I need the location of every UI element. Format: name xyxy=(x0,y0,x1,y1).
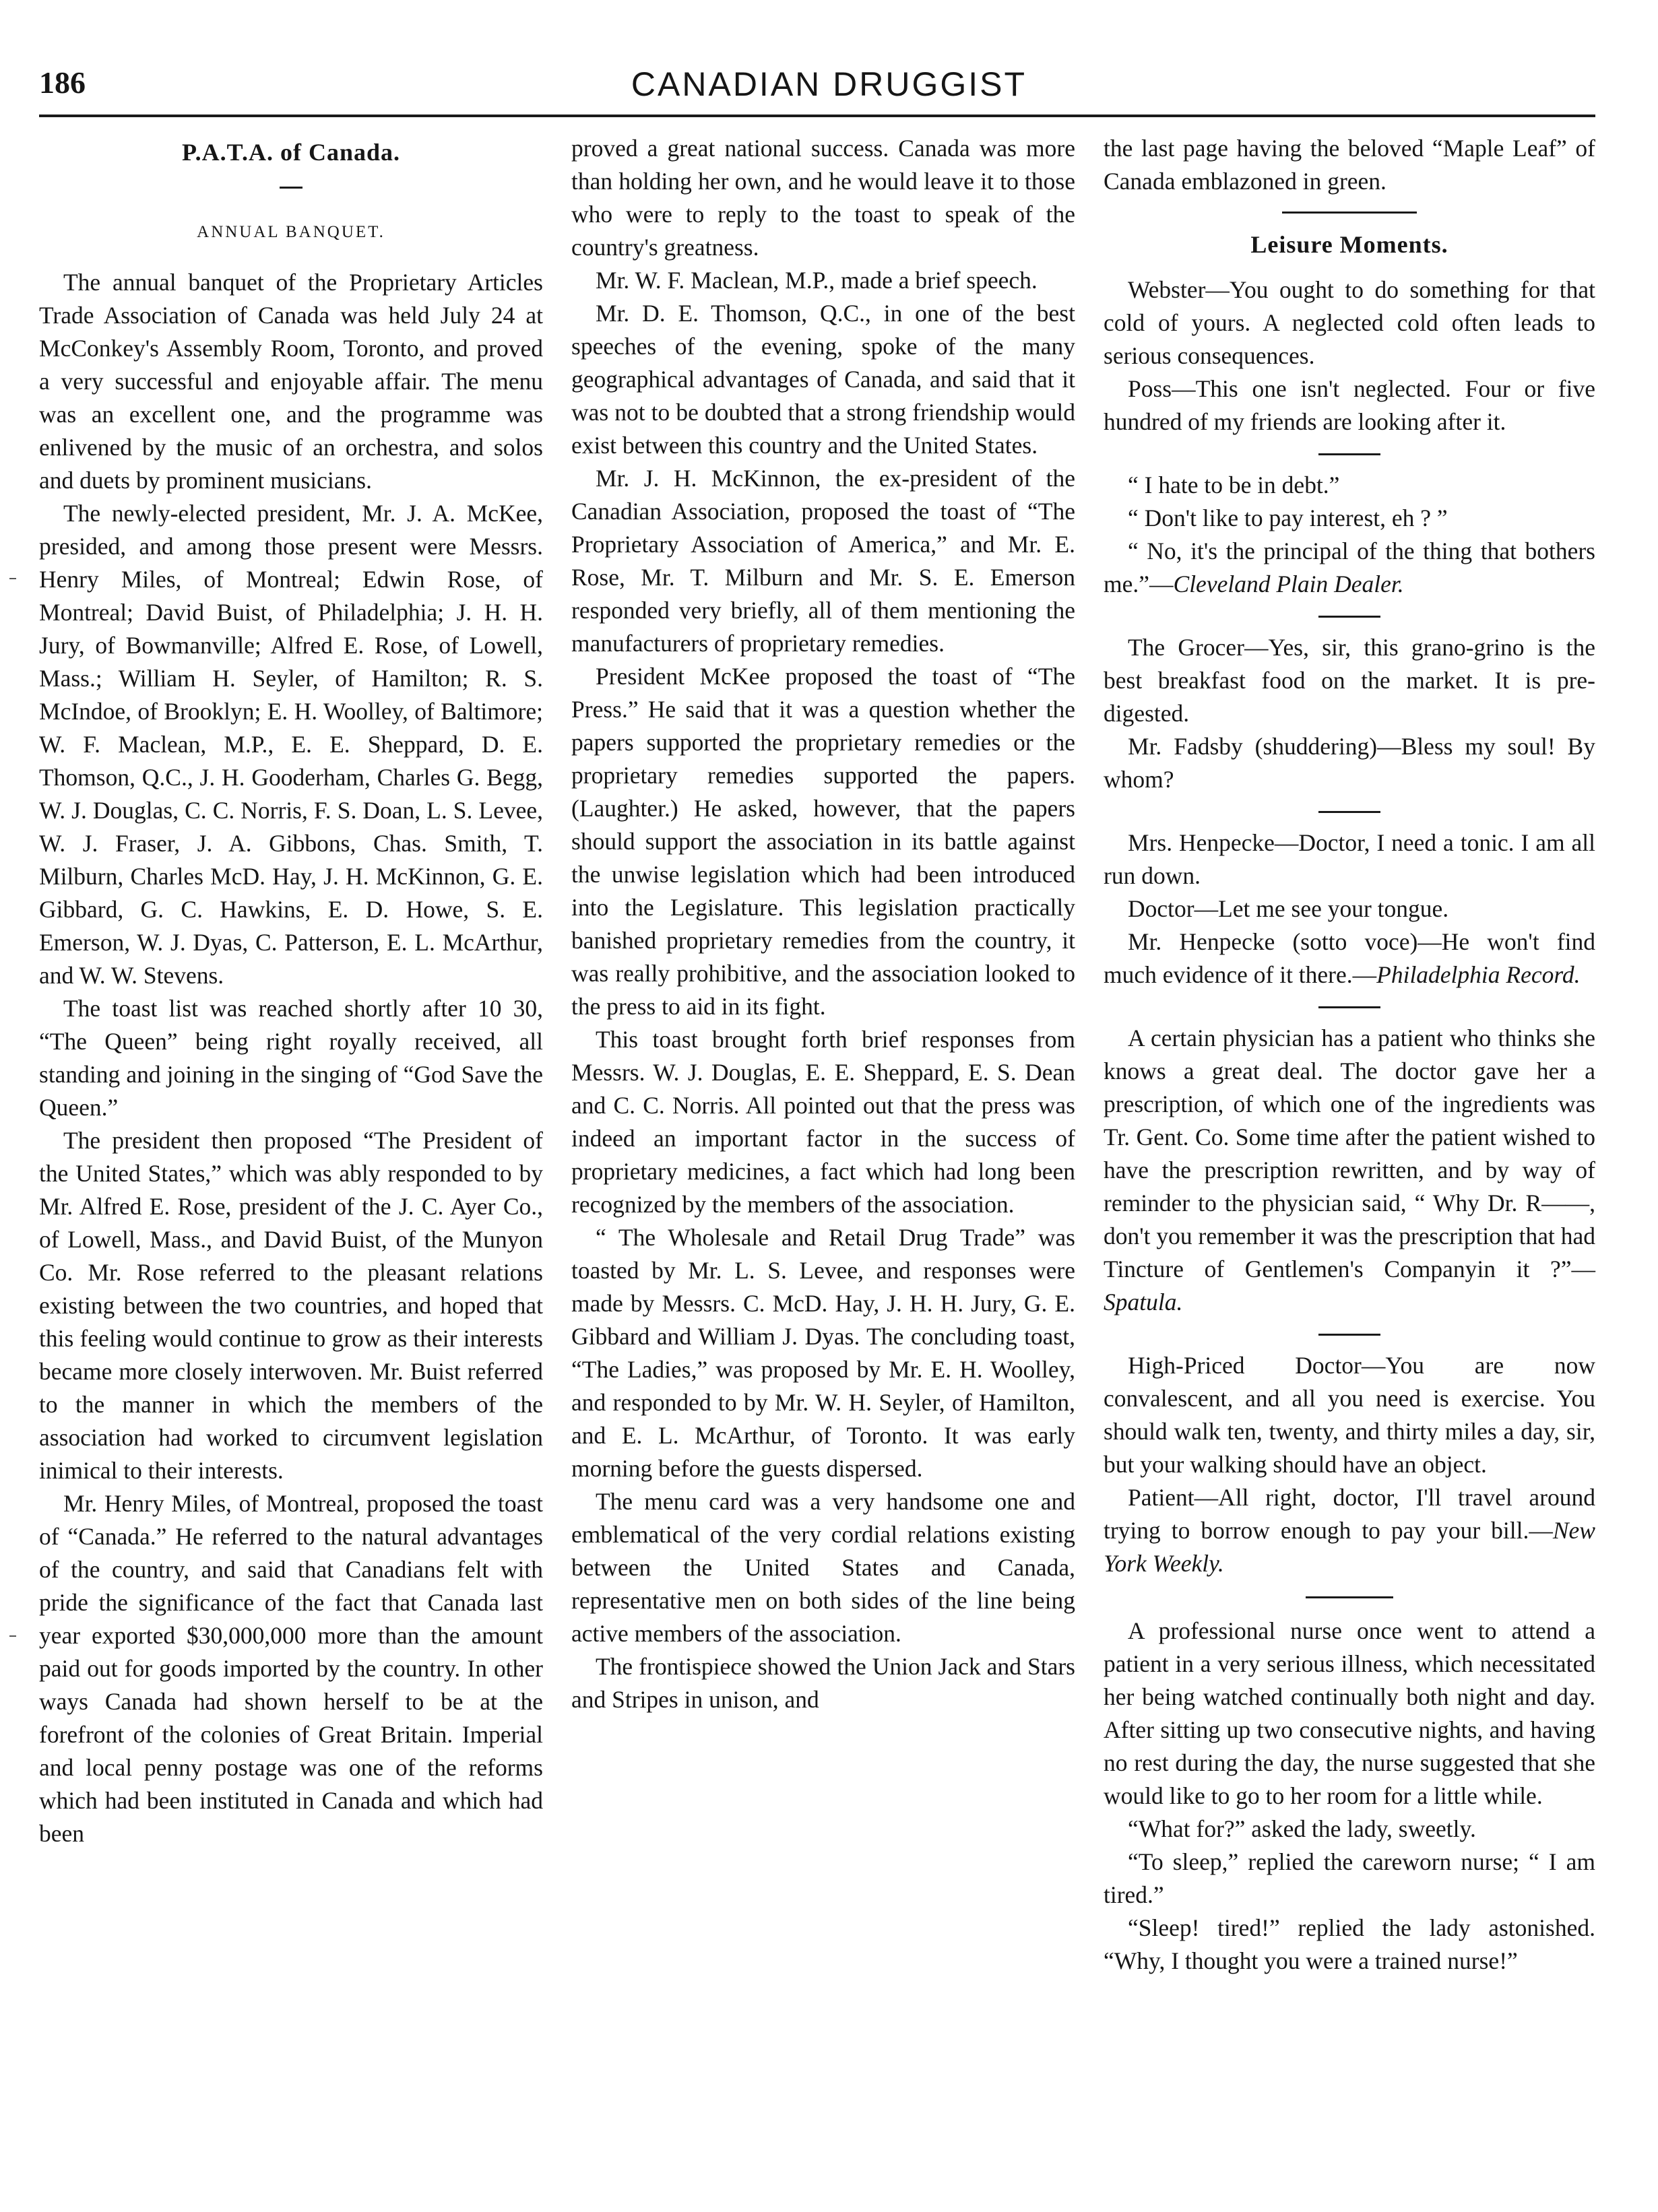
joke-separator xyxy=(1318,453,1380,455)
article-paragraph: The frontispiece showed the Union Jack and Stars and Stripes in unison, and xyxy=(571,1653,1075,1713)
joke-line: “Sleep! tired!” replied the lady astonished. “Why, I thought you were a trained nurse!” xyxy=(1104,1914,1595,1974)
article-paragraph: Mr. Henry Miles, of Montreal, proposed the toast of “Canada.” He referred to the natural advantages of the country, and said that Canadians felt with pride the significance of the fact that Canada last year exported $30,000,000 more than the amount paid out for goods imported by the country. In other ways Canada had shown herself to be at the forefront of the colonies of Great Britain. Imperial and local penny postage was one of the reforms which had been instituted in Canada and which had been xyxy=(39,1490,543,1847)
joke-line: Doctor—Let me see your tongue. xyxy=(1128,895,1449,922)
joke-item xyxy=(1104,1349,1595,1580)
joke-line: “ Don't like to pay interest, eh ? ” xyxy=(1128,505,1448,531)
joke-line xyxy=(1104,1022,1595,1319)
section-rule xyxy=(1282,212,1417,214)
joke-item xyxy=(1104,273,1595,438)
article-paragraph: This toast brought forth brief responses from Messrs. W. J. Douglas, E. E. Sheppard, E. S. Dean and C. C. Norris. All pointed out that the press was indeed an important factor in the success of proprietary medicines, a fact which had long been recognized by the members of the association. xyxy=(571,1026,1075,1218)
joke-separator xyxy=(1318,1006,1380,1008)
joke-source: Cleveland Plain Dealer. xyxy=(1173,571,1404,597)
joke-line: A professional nurse once went to attend a patient in a very serious illness, which necessitated her being watched continually both night and day. After sitting up two consecutive nights, and having no rest during the day, the nurse suggested that she would like to go to her room for a little while. xyxy=(1104,1617,1595,1809)
column-1 xyxy=(39,132,543,1850)
joke-text: A certain physician has a patient who thinks she knows a great deal. The doctor gave her a prescription, of which one of the ingredients was Tr. Gent. Co. Some time after the patient wished to have the prescription rewritten, and by way of reminder to the physician said, “ Why Dr. R——, don't you remember it was the prescription that had Tincture of Gentlemen's Companyin it ?”— xyxy=(1104,1024,1596,1282)
margin-mark xyxy=(9,1635,16,1637)
joke-item xyxy=(1104,1615,1595,1978)
joke-source: Spatula. xyxy=(1104,1289,1183,1315)
joke-text: Mr. Henpecke (sotto voce)—He won't find much evidence of it there.— xyxy=(1104,928,1595,988)
title-dash xyxy=(280,187,302,189)
joke-line xyxy=(1104,925,1595,991)
article-paragraph: The newly-elected president, Mr. J. A. McKee, presided, and among those present were Messrs. Henry Miles, of Montreal; Edwin Rose, of Montreal; David Buist, of Philadelphia; J. H. H. Jury, of Bowmanville; Alfred E. Rose, of Lowell, Mass.; William H. Seyler, of Hamilton; R. S. McIndoe, of Brooklyn; E. H. Woolley, of Baltimore; W. F. Maclean, M.P., E. E. Sheppard, D. E. Thomson, Q.C., J. H. Gooderham, Charles G. Begg, W. J. Douglas, C. C. Norris, F. S. Doan, L. S. Levee, W. J. Fraser, J. A. Gibbons, Chas. Smith, T. Milburn, Charles McD. Hay, J. H. McKinnon, G. E. Gibbard, G. C. Hawkins, E. D. Howe, S. E. Emerson, W. J. Dyas, C. Patterson, E. L. McArthur, and W. W. Stevens. xyxy=(39,500,543,989)
article-paragraph: President McKee proposed the toast of “The Press.” He said that it was a question whether the papers supported the proprietary remedies or the proprietary remedies supported the papers. (Laughter.) He asked, however, that the papers should support the association in its battle against the unwise legislation which had been introduced into the Legislature. This legislation practically banished proprietary remedies from the country, it was really prohibitive, and the association looked to the press to aid in its fight. xyxy=(571,663,1075,1020)
joke-line: “What for?” asked the lady, sweetly. xyxy=(1128,1815,1476,1842)
joke-separator xyxy=(1318,1334,1380,1336)
page-number: 186 xyxy=(39,65,86,100)
leisure-title: Leisure Moments. xyxy=(1250,231,1448,258)
joke-line xyxy=(1104,535,1595,601)
joke-item xyxy=(1104,631,1595,796)
joke-separator xyxy=(1306,1596,1393,1598)
article-paragraph: The president then proposed “The President of the United States,” which was ably responded to by Mr. Alfred E. Rose, president of the J. C. Ayer Co., of Lowell, Mass., and David Buist, of the Munyon Co. Mr. Rose referred to the pleasant relations existing between the two countries, and hoped that this feeling would continue to grow as their interests became more closely interwoven. Mr. Buist referred to the manner in which the members of the association had worked to circumvent legislation inimical to their interests. xyxy=(39,1127,543,1484)
joke-line: “ I hate to be in debt.” xyxy=(1128,471,1340,498)
article-paragraph: “ The Wholesale and Retail Drug Trade” was toasted by Mr. L. S. Levee, and responses were made by Messrs. C. McD. Hay, J. H. H. Jury, G. E. Gibbard and William J. Dyas. The concluding toast, “The Ladies,” was proposed by Mr. E. H. Woolley, and responded to by Mr. W. H. Seyler, of Hamilton, and E. L. McArthur, of Toronto. It was early morning before the guests dispersed. xyxy=(571,1224,1075,1482)
article-paragraph-continued: proved a great national success. Canada was more than holding her own, and he would leave it to those who were to reply to the toast to speak of the country's greatness. xyxy=(571,135,1075,261)
joke-source: Philadelphia Record. xyxy=(1376,961,1581,988)
joke-line: Poss—This one isn't neglected. Four or five hundred of my friends are looking after it. xyxy=(1104,375,1595,435)
joke-text: “ No, it's the principal of the thing that bothers me.”— xyxy=(1104,538,1595,597)
joke-line: Webster—You ought to do something for that cold of yours. A neglected cold often leads to serious consequences. xyxy=(1104,276,1595,369)
joke-line: High-Priced Doctor—You are now convalescent, and all you need is exercise. You should walk ten, twenty, and thirty miles a day, sir, but your walking should have an object. xyxy=(1104,1352,1595,1478)
joke-source: New York Weekly. xyxy=(1104,1517,1595,1577)
margin-mark xyxy=(9,578,16,579)
article-paragraph: The annual banquet of the Proprietary Articles Trade Association of Canada was held July 24 at McConkey's Assembly Room, Toronto, and proved a very successful and enjoyable affair. The menu was an excellent one, and the programme was enlivened by the music of an orchestra, and solos and duets by prominent musicians. xyxy=(39,269,543,494)
joke-line: “To sleep,” replied the careworn nurse; “ I am tired.” xyxy=(1104,1848,1595,1908)
column-3 xyxy=(1104,132,1595,1978)
column-2 xyxy=(571,132,1075,1716)
joke-line: The Grocer—Yes, sir, this grano-grino is the best breakfast food on the market. It is pre-digested. xyxy=(1104,634,1595,727)
article-paragraph: Mr. D. E. Thomson, Q.C., in one of the best speeches of the evening, spoke of the many geographical advantages of Canada, and said that it was not to be doubted that a strong friendship would exist between this country and the United States. xyxy=(571,300,1075,459)
joke-item xyxy=(1104,469,1595,601)
joke-line: Mrs. Henpecke—Doctor, I need a tonic. I am all run down. xyxy=(1104,829,1595,889)
joke-separator xyxy=(1318,811,1380,813)
joke-item xyxy=(1104,1022,1595,1319)
joke-separator xyxy=(1318,616,1380,618)
header-rule xyxy=(39,115,1595,117)
joke-item xyxy=(1104,826,1595,991)
joke-line xyxy=(1104,1481,1595,1580)
running-head: CANADIAN DRUGGIST xyxy=(631,65,1027,103)
joke-line: Mr. Fadsby (shuddering)—Bless my soul! By whom? xyxy=(1104,733,1595,793)
article-paragraph-continued: the last page having the beloved “Maple Leaf” of Canada emblazoned in green. xyxy=(1104,135,1595,195)
article-subtitle: ANNUAL BANQUET. xyxy=(197,223,385,241)
article-paragraph: The toast list was reached shortly after 10 30, “The Queen” being right royally received, all standing and joining in the singing of “God Save the Queen.” xyxy=(39,995,543,1121)
article-paragraph: Mr. W. F. Maclean, M.P., made a brief speech. xyxy=(596,267,1038,294)
article-paragraph: The menu card was a very handsome one and emblematical of the very cordial relations existing between the United States and Canada, representative men on both sides of the line being active members of the association. xyxy=(571,1488,1075,1647)
article-paragraph: Mr. J. H. McKinnon, the ex-president of the Canadian Association, proposed the toast of “The Proprietary Association of America,” and Mr. E. Rose, Mr. T. Milburn and Mr. S. E. Emerson responded very briefly, all of them mentioning the manufacturers of proprietary remedies. xyxy=(571,465,1075,657)
article-title: P.A.T.A. of Canada. xyxy=(181,139,401,166)
joke-text: Patient—All right, doctor, I'll travel around trying to borrow enough to pay your bill.— xyxy=(1104,1484,1595,1544)
